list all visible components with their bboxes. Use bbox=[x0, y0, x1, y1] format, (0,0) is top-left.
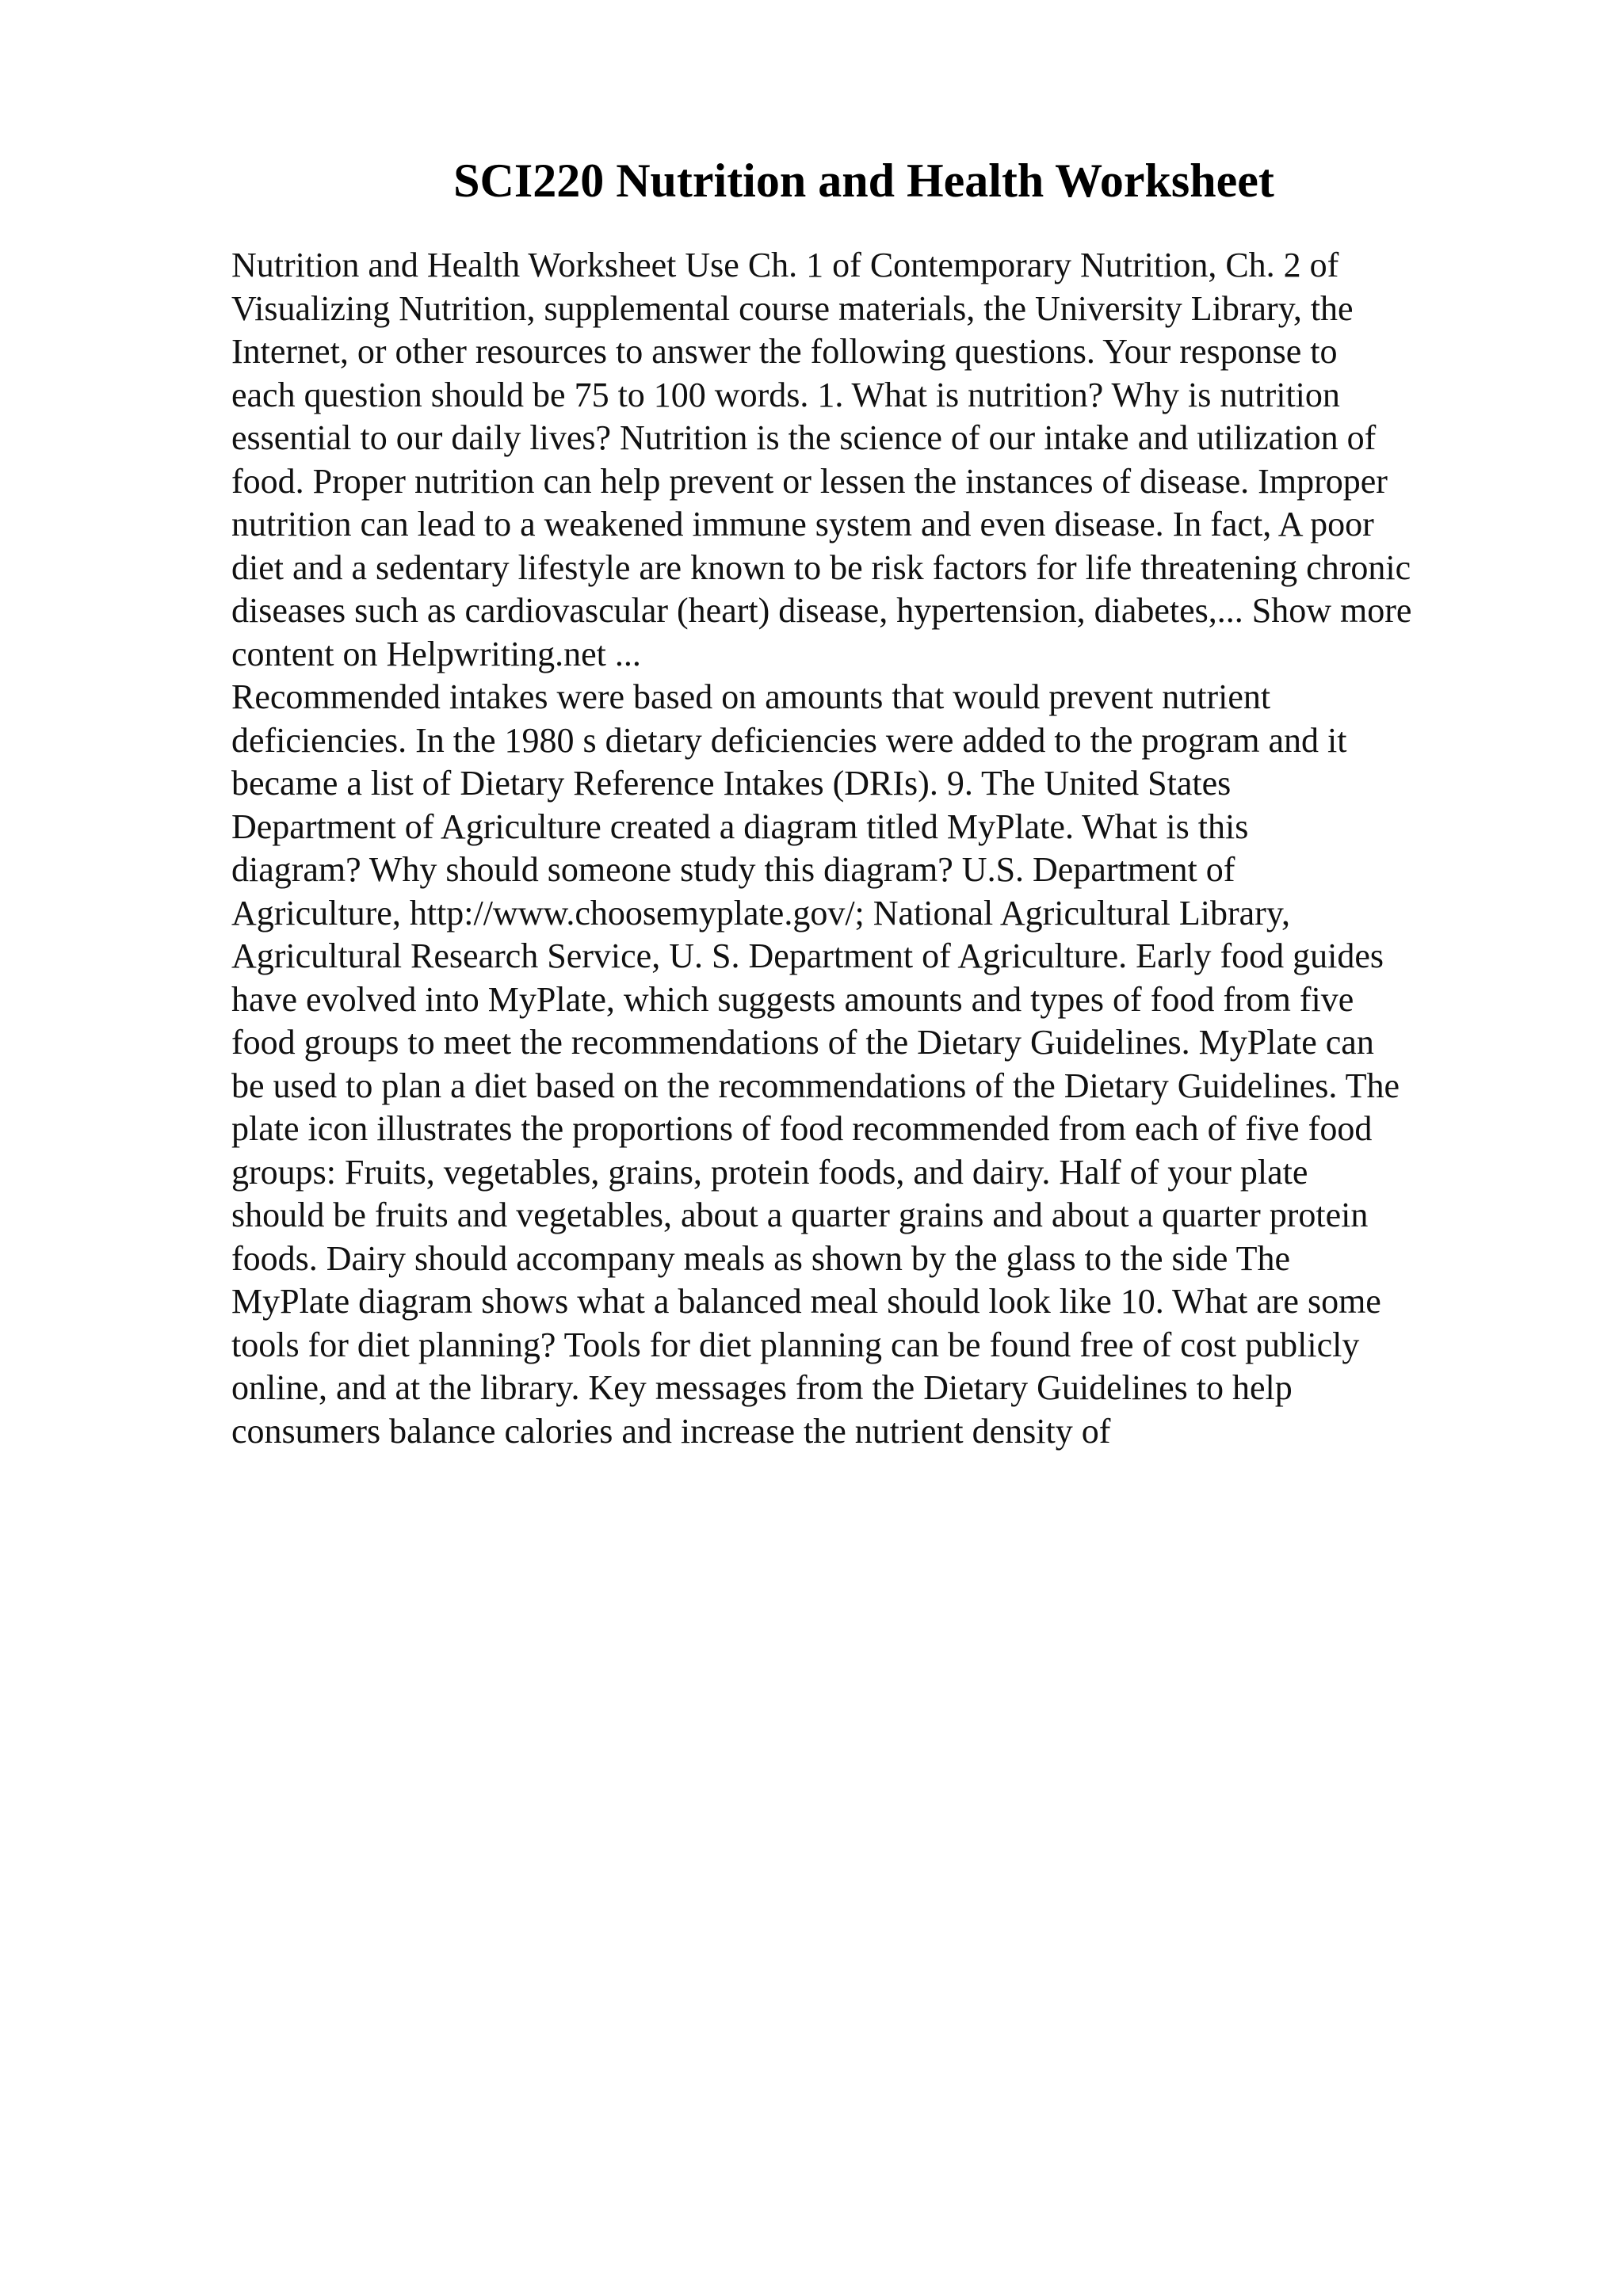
document-body bbox=[231, 244, 1499, 1453]
body-line: content on Helpwriting.net ... bbox=[231, 634, 641, 673]
body-line: diagram? Why should someone study this diagram? U.S. Department of bbox=[231, 850, 1235, 889]
body-line: foods. Dairy should accompany meals as shown by the glass to the side The bbox=[231, 1238, 1291, 1278]
body-line: groups: Fruits, vegetables, grains, protein foods, and dairy. Half of your plate bbox=[231, 1152, 1308, 1192]
body-line: tools for diet planning? Tools for diet planning can be found free of cost publicly bbox=[231, 1325, 1360, 1364]
body-line: Internet, or other resources to answer the following questions. Your response to bbox=[231, 332, 1338, 371]
document-title: SCI220 Nutrition and Health Worksheet bbox=[453, 154, 1274, 207]
body-line: online, and at the library. Key messages from the Dietary Guidelines to help bbox=[231, 1368, 1293, 1407]
body-line: deficiencies. In the 1980 s dietary deficiencies were added to the program and it bbox=[231, 720, 1347, 760]
body-line: each question should be 75 to 100 words. 1. What is nutrition? Why is nutrition bbox=[231, 375, 1340, 414]
body-line: food. Proper nutrition can help prevent or lessen the instances of disease. Improper bbox=[231, 461, 1388, 501]
body-line: MyPlate diagram shows what a balanced meal should look like 10. What are some bbox=[231, 1282, 1381, 1321]
body-line: be used to plan a diet based on the recommendations of the Dietary Guidelines. The bbox=[231, 1066, 1400, 1105]
body-line: food groups to meet the recommendations of the Dietary Guidelines. MyPlate can bbox=[231, 1023, 1374, 1062]
body-line: Department of Agriculture created a diagram titled MyPlate. What is this bbox=[231, 807, 1249, 846]
body-line: Agriculture, http://www.choosemyplate.gov/; National Agricultural Library, bbox=[231, 893, 1290, 933]
body-line: nutrition can lead to a weakened immune system and even disease. In fact, A poor bbox=[231, 505, 1374, 543]
body-line: have evolved into MyPlate, which suggests amounts and types of food from five bbox=[231, 979, 1354, 1019]
body-line: should be fruits and vegetables, about a quarter grains and about a quarter protein bbox=[231, 1196, 1369, 1234]
body-line: consumers balance calories and increase the nutrient density of bbox=[231, 1411, 1111, 1451]
body-line: became a list of Dietary Reference Intakes (DRIs). 9. The United States bbox=[231, 764, 1232, 803]
body-line: Agricultural Research Service, U. S. Department of Agriculture. Early food guides bbox=[231, 936, 1384, 975]
body-line: Nutrition and Health Worksheet Use Ch. 1 of Contemporary Nutrition, Ch. 2 of bbox=[231, 246, 1339, 284]
body-line: essential to our daily lives? Nutrition is the science of our intake and utilization of bbox=[231, 418, 1377, 457]
body-line: Visualizing Nutrition, supplemental course materials, the University Library, the bbox=[231, 288, 1354, 328]
body-line: plate icon illustrates the proportions of food recommended from each of five food bbox=[231, 1109, 1373, 1148]
body-line: diet and a sedentary lifestyle are known to be risk factors for life threatening chronic bbox=[231, 547, 1411, 587]
body-line: diseases such as cardiovascular (heart) disease, hypertension, diabetes,... Show more bbox=[231, 591, 1412, 630]
body-line: Recommended intakes were based on amounts that would prevent nutrient bbox=[231, 677, 1271, 716]
